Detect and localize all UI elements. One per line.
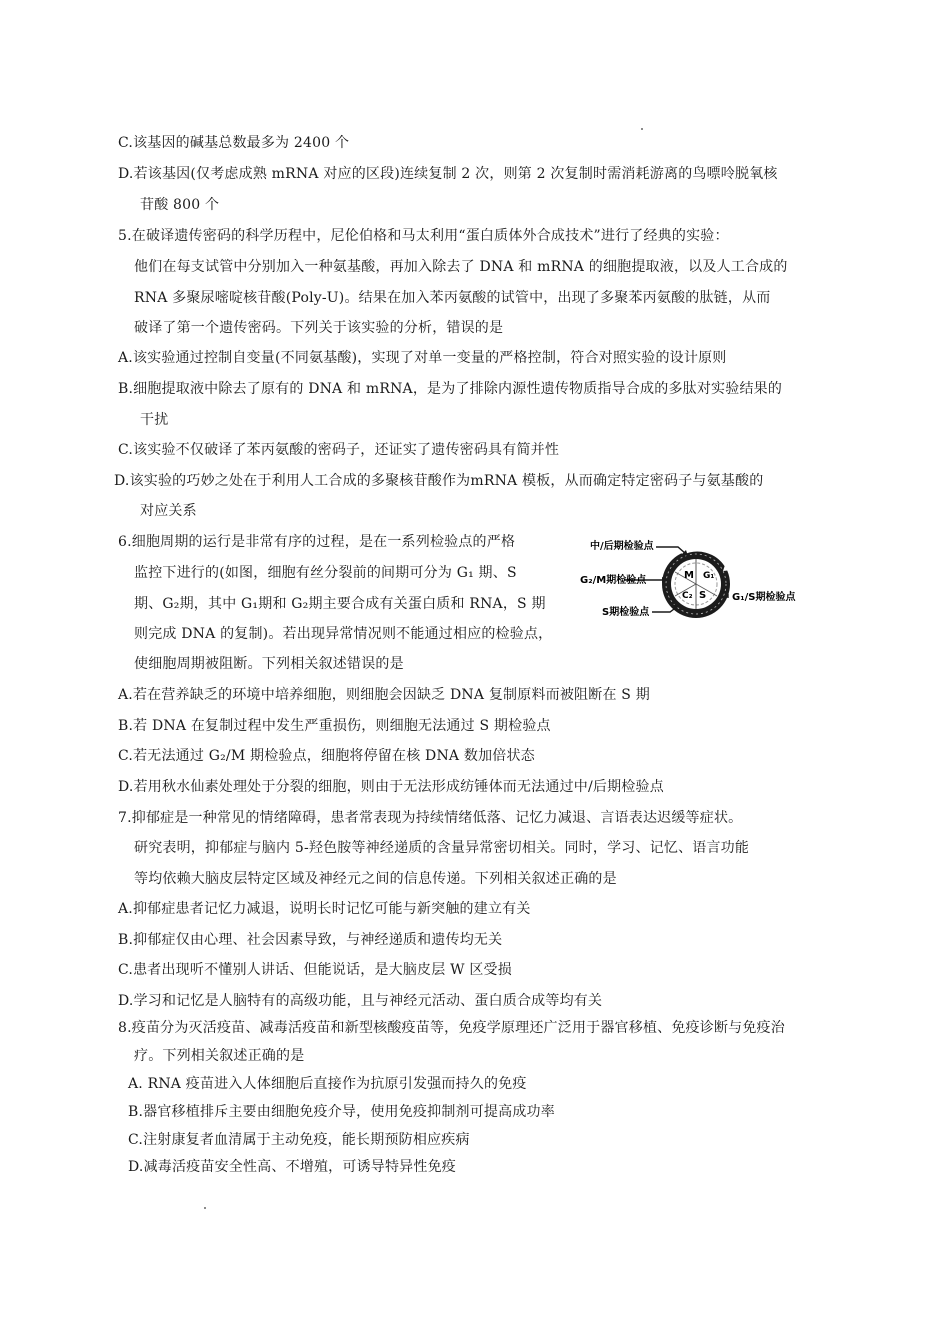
question-5-stem-4: 破译了第一个遗传密码。下列关于该实验的分析，错误的是 (134, 320, 504, 336)
question-5-stem-2: 他们在每支试管中分别加入一种氨基酸，再加入除去了 DNA 和 mRNA 的细胞提取液，以及人工合成的 (134, 259, 788, 275)
option-d-q6: D.若用秋水仙素处理处于分裂的细胞，则由于无法形成纺锤体而无法通过中/后期检验点 (118, 779, 664, 795)
phase-g1-label: G₁ (703, 571, 715, 581)
question-6-stem: 6.细胞周期的运行是非常有序的过程，是在一系列检验点的严格 (118, 534, 516, 550)
question-5-stem-3: RNA 多聚尿嘧啶核苷酸(Poly-U)。结果在加入苯丙氨酸的试管中，出现了多聚苯丙氨酸的肽链，从而 (134, 290, 771, 306)
option-d-q7: D.学习和记忆是人脑特有的高级功能，且与神经元活动、蛋白质合成等均有关 (118, 993, 603, 1009)
option-d-q8: D.减毒活疫苗安全性高、不增殖，可诱导特异性免疫 (128, 1159, 456, 1175)
g2m-checkpoint-label: G₂/M期检验点 (580, 575, 647, 586)
option-a-q5: A.该实验通过控制自变量(不同氨基酸)，实现了对单一变量的严格控制，符合对照实验的设计原则 (118, 350, 727, 366)
option-c-q6: C.若无法通过 G₂/M 期检验点，细胞将停留在核 DNA 数加倍状态 (118, 748, 535, 764)
option-c-q7: C.患者出现听不懂别人讲话、但能说话，是大脑皮层 W 区受损 (118, 962, 512, 978)
option-b-q8: B.器官移植排斥主要由细胞免疫介导，使用免疫抑制剂可提高成功率 (128, 1104, 555, 1120)
phase-g2-label: C₂ (682, 591, 693, 601)
question-6-stem-3: 期、G₂期，其中 G₁期和 G₂期主要合成有关蛋白质和 RNA，S 期 (134, 596, 546, 612)
mid-late-checkpoint-label: 中/后期检验点 (590, 541, 654, 552)
option-c-q4: C.该基因的碱基总数最多为 2400 个 (118, 135, 350, 151)
question-8-stem-2: 疗。下列相关叙述正确的是 (134, 1048, 305, 1064)
question-6-stem-2: 监控下进行的(如图，细胞有丝分裂前的间期可分为 G₁ 期、S (134, 565, 517, 581)
question-7-stem-3: 等均依赖大脑皮层特定区域及神经元之间的信息传递。下列相关叙述正确的是 (134, 871, 617, 887)
option-c-q8: C.注射康复者血清属于主动免疫，能长期预防相应疾病 (128, 1132, 470, 1148)
question-7-stem: 7.抑郁症是一种常见的情绪障碍，患者常表现为持续情绪低落、记忆力减退、言语表达迟缓等症状。 (118, 810, 743, 826)
option-d-q5-cont: 对应关系 (140, 503, 197, 519)
option-d-q5: D.该实验的巧妙之处在于利用人工合成的多聚核苷酸作为mRNA 模板，从而确定特定密码子与氨基酸的 (114, 473, 764, 489)
question-8-stem: 8.疫苗分为灭活疫苗、减毒活疫苗和新型核酸疫苗等，免疫学原理还广泛用于器官移植、免疫诊断与免疫治 (118, 1020, 785, 1036)
cell-cycle-checkpoint-diagram (578, 532, 810, 632)
cycle-ring (662, 550, 732, 618)
question-5-stem: 5.在破译遗传密码的科学历程中，尼伦伯格和马太利用“蛋白质体外合成技术”进行了经典的实验： (118, 228, 729, 244)
scan-speck (641, 128, 643, 130)
g1s-checkpoint-label: G₁/S期检验点 (732, 592, 796, 603)
option-b-q6: B.若 DNA 在复制过程中发生严重损伤，则细胞无法通过 S 期检验点 (118, 718, 551, 734)
option-a-q7: A.抑郁症患者记忆力减退，说明长时记忆可能与新突触的建立有关 (118, 901, 531, 917)
phase-s-label: S (699, 590, 707, 601)
option-d-q4: D.若该基因(仅考虑成熟 mRNA 对应的区段)连续复制 2 次，则第 2 次复制时需消耗游离的鸟嘌呤脱氧核 (118, 166, 778, 182)
scan-speck (204, 1207, 206, 1209)
option-b-q7: B.抑郁症仅由心理、社会因素导致，与神经递质和遗传均无关 (118, 932, 503, 948)
option-c-q5: C.该实验不仅破译了苯丙氨酸的密码子，还证实了遗传密码具有简并性 (118, 442, 560, 458)
s-checkpoint-label: S期检验点 (602, 607, 650, 618)
question-6-stem-4: 则完成 DNA 的复制)。若出现异常情况则不能通过相应的检验点， (134, 626, 553, 642)
question-6-stem-5: 使细胞周期被阻断。下列相关叙述错误的是 (134, 656, 404, 672)
option-a-q8: A. RNA 疫苗进入人体细胞后直接作为抗原引发强而持久的免疫 (128, 1076, 527, 1092)
option-d-q4-cont: 苷酸 800 个 (140, 197, 220, 213)
phase-m-label: M (684, 570, 694, 581)
question-7-stem-2: 研究表明，抑郁症与脑内 5-羟色胺等神经递质的含量异常密切相关。同时，学习、记忆、语言功能 (134, 840, 750, 856)
option-a-q6: A.若在营养缺乏的环境中培养细胞，则细胞会因缺乏 DNA 复制原料而被阻断在 S 期 (118, 687, 650, 703)
option-b-q5: B.细胞提取液中除去了原有的 DNA 和 mRNA，是为了排除内源性遗传物质指导合成的多肽对实验结果的 (118, 381, 783, 397)
option-b-q5-cont: 干扰 (140, 412, 169, 428)
